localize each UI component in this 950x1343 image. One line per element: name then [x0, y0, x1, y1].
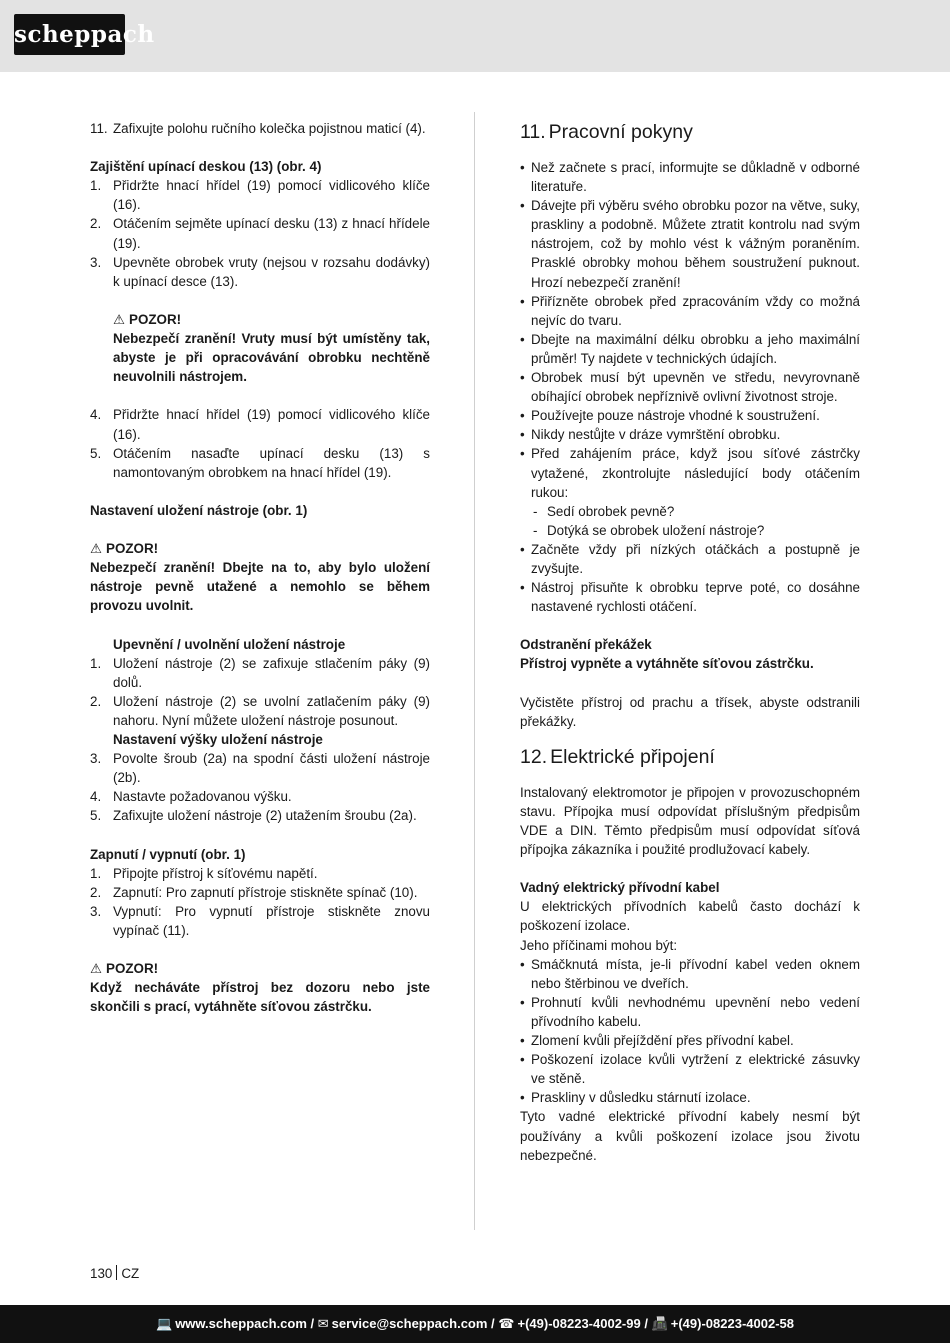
list-text: Otáčením nasaďte upínací desku (13) s namontovaným obrobkem na hnací hřídel (19).: [113, 445, 430, 480]
list-item: [90, 119, 430, 138]
warning-block: [90, 310, 430, 386]
bullet-text: Přiřízněte obrobek před zpracováním vždy co možná nejvíc do tvaru.: [531, 293, 860, 328]
section-heading-clamp: Zajištění upínací deskou (13) (obr. 4): [90, 159, 322, 175]
list-number: 1.: [90, 178, 102, 194]
list-number: 2.: [90, 216, 102, 232]
bullet-item: • Zlomení kvůli přejíždění přes přívodní kabel.: [520, 1031, 860, 1050]
list-number: 5.: [90, 808, 102, 824]
warning-title: POZOR!: [106, 541, 159, 557]
bullet-item: • Dbejte na maximální délku obrobku a jeho maximální průměr! Ty najdete v technických údajích.: [520, 330, 860, 368]
list-number: 3.: [90, 254, 102, 270]
page-number-value: 130: [90, 1266, 113, 1281]
bullet-text: Nástroj přisuňte k obrobku teprve poté, co dosáhne nastavené rychlosti otáčení.: [531, 580, 860, 615]
footer-fax: +(49)-08223-4002-58: [670, 1316, 794, 1331]
list-text: Přidržte hnací hřídel (19) pomocí vidlicového klíče (16).: [113, 407, 430, 442]
warning-text: Nebezpečí zranění! Vruty musí být umístěny tak, abyste je při opracovávání obrobku nechtěně neuvolnili nástrojem.: [113, 331, 430, 385]
list-text: Povolte šroub (2a) na spodní části uložení nástroje (2b).: [113, 751, 430, 786]
bullet-item: • Dávejte při výběru svého obrobku pozor na větve, suky, praskliny a podobně. Můžete ztratit kontrolu nad svým nástrojem, což by mohlo vést k vážným poraněním. Prasklé obrobky mohou během soustružení puknout. Hrozí nebezpečí zranění!: [520, 196, 860, 291]
bullet-item: • Nástroj přisuňte k obrobku teprve poté, co dosáhne nastavené rychlosti otáčení.: [520, 578, 860, 616]
footer-bar: [0, 1305, 950, 1343]
list-number: 2.: [90, 884, 102, 900]
warning-text: Když necháváte přístroj bez dozoru nebo jste skončili s prací, vytáhněte síťovou zástrčku.: [90, 980, 430, 1015]
list-text: Zafixujte uložení nástroje (2) utažením šroubu (2a).: [113, 808, 417, 824]
footer-email[interactable]: service@scheppach.com /: [331, 1316, 495, 1331]
warning-icon: ⚠: [90, 961, 103, 977]
bullet-text: Používejte pouze nástroje vhodné k soustružení.: [531, 408, 820, 424]
bullet-text: Nikdy nestůjte v dráze vymrštění obrobku.: [531, 427, 781, 443]
dash-text: Sedí obrobek pevně?: [547, 503, 675, 519]
computer-icon: 💻: [156, 1316, 173, 1331]
bullet-item: • Než začnete s prací, informujte se důkladně v odborné literatuře.: [520, 158, 860, 196]
list-number: 4.: [90, 789, 102, 805]
list-item: [90, 405, 430, 443]
list-number: 3.: [90, 751, 102, 767]
list-item: [90, 806, 430, 825]
list-text: Uložení nástroje (2) se zafixuje stlačením páky (9) dolů.: [113, 655, 430, 690]
footer-phone: +(49)-08223-4002-99 /: [517, 1316, 648, 1331]
list-number: 11.: [90, 121, 108, 136]
bullet-item: • Před zahájením práce, když jsou síťové zástrčky vytažené, zkontrolujte následující body otáčením rukou:: [520, 444, 860, 501]
list-item: [90, 883, 430, 902]
dash-item: - Dotýká se obrobek uložení nástroje?: [520, 521, 860, 540]
bullet-item: • Prohnutí kvůli nevhodnému upevnění nebo vedení přívodního kabelu.: [520, 993, 860, 1031]
warning-text: Nebezpečí zranění! Dbejte na to, aby bylo uložení nástroje pevně utažené a nemohlo se během provozu uvolnit.: [90, 560, 430, 614]
list-text: Zapnutí: Pro zapnutí přístroje stiskněte spínač (10).: [113, 884, 418, 900]
list-number: 1.: [90, 865, 102, 881]
warning-block: [90, 959, 430, 1016]
bullet-text: Prohnutí kvůli nevhodnému upevnění nebo vedení přívodního kabelu.: [531, 994, 860, 1029]
section-title: Pracovní pokyny: [548, 121, 693, 143]
list-number: 3.: [90, 903, 102, 919]
bullet-item: • Poškození izolace kvůli vytržení z elektrické zásuvky ve stěně.: [520, 1050, 860, 1088]
warning-icon: ⚠: [113, 311, 126, 327]
subheading-cable: Vadný elektrický přívodní kabel: [520, 880, 720, 896]
list-item: [90, 692, 430, 730]
section-number: 11.: [520, 121, 546, 143]
list-text: Vypnutí: Pro vypnutí přístroje stiskněte znovu vypínač (11).: [113, 903, 430, 938]
section-heading-tool-rest: Nastavení uložení nástroje (obr. 1): [90, 502, 308, 518]
phone-icon: ☎: [498, 1316, 515, 1331]
fax-icon: 📠: [651, 1316, 668, 1331]
page-separator: [116, 1265, 117, 1280]
list-number: 5.: [90, 445, 102, 461]
cable-text: U elektrických přívodních kabelů často dochází k poškození izolace.: [520, 899, 860, 934]
column-divider: [474, 112, 475, 1230]
subheading-fix: Upevnění / uvolnění uložení nástroje: [113, 636, 346, 652]
page-number: [90, 1265, 139, 1281]
list-item: [90, 749, 430, 787]
section-title-work: [520, 119, 860, 145]
warning-title: POZOR!: [106, 961, 159, 977]
warning-icon: ⚠: [90, 541, 103, 557]
bullet-text: Začněte vždy při nízkých otáčkách a postupně je zvyšujte.: [531, 541, 860, 576]
list-number: 2.: [90, 693, 102, 709]
bullet-text: Před zahájením práce, když jsou síťové zástrčky vytažené, zkontrolujte následující body otáčením rukou:: [531, 446, 860, 500]
fault-bold-text: Přístroj vypněte a vytáhněte síťovou zástrčku.: [520, 656, 814, 672]
fault-text: Vyčistěte přístroj od prachu a třísek, abyste odstranili překážky.: [520, 694, 860, 729]
scheppach-logo: scheppach: [14, 14, 125, 55]
left-column: [90, 119, 430, 1016]
email-icon: ✉: [317, 1316, 329, 1331]
cable-text: Tyto vadné elektrické přívodní kabely nesmí být používány a kvůli poškození izolace jsou životu nebezpečné.: [520, 1109, 860, 1163]
page-language: CZ: [121, 1266, 140, 1281]
footer-web[interactable]: www.scheppach.com /: [175, 1316, 315, 1331]
bullet-text: Než začnete s prací, informujte se důkladně v odborné literatuře.: [531, 160, 860, 195]
bullet-text: Praskliny v důsledku stárnutí izolace.: [531, 1090, 751, 1106]
list-item: [90, 864, 430, 883]
bullet-item: • Smáčknutá místa, je-li přívodní kabel veden oknem nebo štěrbinou ve dveřích.: [520, 955, 860, 993]
list-item: [90, 214, 430, 252]
section-number: 12.: [520, 745, 548, 768]
bullet-item: • Nikdy nestůjte v dráze vymrštění obrobku.: [520, 425, 860, 444]
bullet-text: Smáčknutá místa, je-li přívodní kabel veden oknem nebo štěrbinou ve dveřích.: [531, 956, 860, 991]
bullet-item: • Praskliny v důsledku stárnutí izolace.: [520, 1088, 860, 1107]
bullet-item: • Přiřízněte obrobek před zpracováním vždy co možná nejvíc do tvaru.: [520, 292, 860, 330]
section-heading-switch: Zapnutí / vypnutí (obr. 1): [90, 846, 246, 862]
bullet-text: Dávejte při výběru svého obrobku pozor na větve, suky, praskliny a podobně. Můžete ztratit kontrolu nad svým nástrojem, což by mohlo vést k vážným poraněním. Prasklé obrobky mohou během soustružení puknout. Hrozí nebezpečí zranění!: [531, 198, 860, 290]
list-text: Připojte přístroj k síťovému napětí.: [113, 865, 318, 881]
list-number: 4.: [90, 407, 102, 423]
header-bar: [0, 0, 950, 72]
list-item: [90, 902, 430, 940]
list-item: [90, 176, 430, 214]
bullet-text: Poškození izolace kvůli vytržení z elektrické zásuvky ve stěně.: [531, 1052, 860, 1087]
right-column: [520, 119, 860, 1165]
electric-text: Instalovaný elektromotor je připojen v provozuschopném stavu. Přípojka musí odpovídat příslušným předpisům VDE a DIN. Těmto předpisům musí odpovídat síťová přípojka zákazníka i použité prodlužovací kabely.: [520, 784, 860, 858]
dash-text: Dotýká se obrobek uložení nástroje?: [547, 522, 765, 538]
warning-block: [90, 539, 430, 615]
list-item: [90, 253, 430, 291]
bullet-item: • Začněte vždy při nízkých otáčkách a postupně je zvyšujte.: [520, 540, 860, 578]
list-item: [90, 444, 430, 482]
dash-item: - Sedí obrobek pevně?: [520, 502, 860, 521]
list-text: Uložení nástroje (2) se uvolní zatlačením páky (9) nahoru. Nyní můžete uložení nástroje posunout.: [113, 693, 430, 728]
list-text: Upevněte obrobek vruty (nejsou v rozsahu dodávky) k upínací desce (13).: [113, 254, 430, 289]
list-text: Zafixujte polohu ručního kolečka pojistnou maticí (4).: [113, 121, 426, 136]
bullet-text: Obrobek musí být upevněn ve středu, nevyrovnaně obíhající obrobek nepříznivě ovlivní životnost stroje.: [531, 370, 860, 405]
bullet-text: Dbejte na maximální délku obrobku a jeho maximální průměr! Ty najdete v technických údajích.: [531, 331, 860, 366]
list-text: Otáčením sejměte upínací desku (13) z hnací hřídele (19).: [113, 216, 430, 251]
subheading-height: Nastavení výšky uložení nástroje: [113, 732, 323, 747]
bullet-text: Zlomení kvůli přejíždění přes přívodní kabel.: [531, 1033, 794, 1049]
section-title-electric: [520, 744, 860, 770]
section-title: Elektrické připojení: [550, 745, 715, 768]
list-item: [90, 654, 430, 692]
list-number: 1.: [90, 655, 102, 671]
bullet-item: • Obrobek musí být upevněn ve středu, nevyrovnaně obíhající obrobek nepříznivě ovlivní životnost stroje.: [520, 368, 860, 406]
list-text: Přidržte hnací hřídel (19) pomocí vidlicového klíče (16).: [113, 178, 430, 213]
list-item: [90, 787, 430, 806]
list-text: Nastavte požadovanou výšku.: [113, 789, 292, 805]
cable-text: Jeho příčinami mohou být:: [520, 937, 678, 953]
warning-title: POZOR!: [129, 311, 182, 327]
bullet-item: • Používejte pouze nástroje vhodné k soustružení.: [520, 406, 860, 425]
subheading-fault: Odstranění překážek: [520, 637, 652, 653]
